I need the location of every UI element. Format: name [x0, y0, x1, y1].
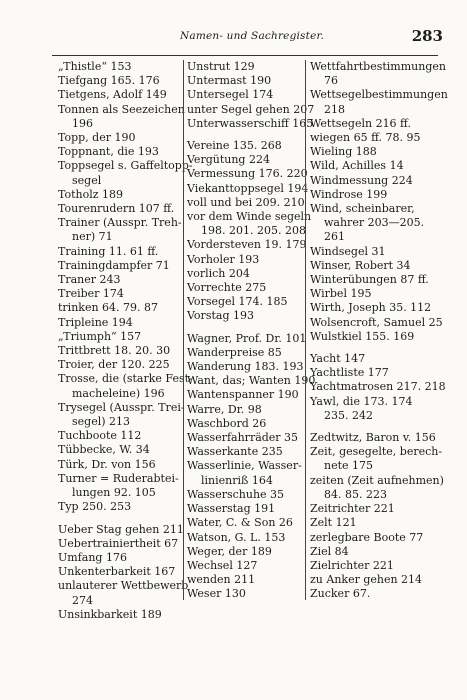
index-entry: Wirth, Joseph 35. 112 — [310, 301, 432, 315]
index-entry: Wettsegelbestimmungen — [310, 88, 448, 102]
index-entry: Viekanttoppsegel 194 — [187, 181, 309, 195]
index-entry: Wild, Achilles 14 — [310, 159, 404, 173]
index-entry: Wanderung 183. 193 — [187, 360, 304, 374]
index-entry: Tonnen als Seezeichen — [58, 102, 185, 116]
index-entry: Watson, G. L. 153 — [187, 530, 286, 544]
index-entry-continuation: segel — [72, 173, 102, 187]
index-entry: Vorstag 193 — [187, 309, 254, 323]
index-entry: Tietgens, Adolf 149 — [58, 88, 167, 102]
index-entry: Umfang 176 — [58, 550, 127, 564]
index-entry: Wirbel 195 — [310, 287, 372, 301]
index-entry: Traner 243 — [58, 273, 121, 287]
index-entry: Wasserstag 191 — [187, 502, 276, 516]
index-entry: unlauterer Wettbewerb — [58, 579, 189, 593]
index-entry: Wulstkiel 155. 169 — [310, 329, 415, 343]
index-entry: Zucker 67. — [310, 587, 371, 601]
index-entry: Troier, der 120. 225 — [58, 358, 170, 372]
index-entry: Zelt 121 — [310, 516, 357, 530]
index-entry: Türk, Dr. von 156 — [58, 457, 156, 471]
index-column-3 — [305, 60, 448, 600]
index-entry: wiegen 65 ff. 78. 95 — [310, 131, 421, 145]
index-entry: Vermessung 176. 220 — [187, 167, 308, 181]
index-entry: Yachtliste 177 — [310, 366, 389, 380]
index-entry: Unkenterbarkeit 167 — [58, 565, 176, 579]
index-entry-continuation: 196 — [72, 116, 93, 130]
index-entry: Wantenspanner 190 — [187, 388, 299, 402]
header-rule — [52, 55, 438, 56]
index-entry-continuation: lungen 92. 105 — [72, 486, 156, 500]
index-entry: Wind, scheinbarer, — [310, 202, 415, 216]
index-entry: Tuchboote 112 — [58, 429, 142, 443]
index-entry-continuation: 261 — [324, 230, 345, 244]
index-entry: Tourenrudern 107 ff. — [58, 202, 175, 216]
index-entry-continuation: ner) 71 — [72, 230, 113, 244]
index-column-1 — [58, 60, 193, 622]
index-entry: Uebertrainiertheit 67 — [58, 536, 179, 550]
index-entry: Yawl, die 173. 174 — [310, 394, 413, 408]
running-title: Namen- und Sachregister. — [180, 30, 325, 42]
index-entry-continuation: 235. 242 — [324, 408, 373, 422]
index-entry: trinken 64. 79. 87 — [58, 301, 159, 315]
index-entry: „Thistle“ 153 — [58, 60, 132, 73]
index-entry: Wanderpreise 85 — [187, 345, 282, 359]
index-entry-continuation: nete 175 — [324, 459, 374, 473]
index-entry: Ziel 84 — [310, 544, 349, 558]
index-entry-continuation: 198. 201. 205. 208 — [201, 224, 306, 238]
index-entry: Toppsegel s. Gaffeltopp- — [58, 159, 193, 173]
index-entry: Wieling 188 — [310, 145, 377, 159]
index-entry: Wasserkante 235 — [187, 445, 283, 459]
page-number: 283 — [411, 27, 443, 45]
index-entry: zu Anker gehen 214 — [310, 573, 423, 587]
index-entry: Vorrechte 275 — [187, 281, 267, 295]
index-entry: Trysegel (Ausspr. Trei- — [58, 400, 185, 414]
index-entry: Vordersteven 19. 179 — [187, 238, 307, 252]
index-entry: Zielrichter 221 — [310, 558, 394, 572]
index-entry: Treiber 174 — [58, 287, 124, 301]
index-entry: Unsinkbarkeit 189 — [58, 607, 162, 621]
index-entry: Yacht 147 — [310, 352, 366, 366]
index-entry: Wagner, Prof. Dr. 101 — [187, 331, 307, 345]
index-entry: Trainingdampfer 71 — [58, 258, 170, 272]
index-entry: Windrose 199 — [310, 187, 388, 201]
index-column-2 — [183, 60, 316, 601]
index-entry: Unstrut 129 — [187, 60, 255, 73]
index-entry: Wettfahrtbestimmungen — [310, 60, 446, 73]
index-entry: Want, das; Wanten 190 — [187, 374, 316, 388]
index-entry: Untersegel 174 — [187, 88, 274, 102]
index-entry: Weser 130 — [187, 587, 246, 601]
index-entry: Wasserschuhe 35 — [187, 487, 285, 501]
index-entry-continuation: 274 — [72, 593, 93, 607]
index-entry-continuation: 76 — [324, 74, 338, 88]
index-entry: Wettsegeln 216 ff. — [310, 116, 411, 130]
index-entry: unter Segel gehen 207 — [187, 102, 315, 116]
index-entry: voll und bei 209. 210 — [187, 195, 305, 209]
index-entry: Water, C. & Son 26 — [187, 516, 293, 530]
index-entry-continuation: linienriß 164 — [201, 473, 273, 487]
index-entry: Windsegel 31 — [310, 244, 386, 258]
index-entry: Wechsel 127 — [187, 558, 258, 572]
index-entry: Yachtmatrosen 217. 218 — [310, 380, 446, 394]
index-entry: Vereine 135. 268 — [187, 139, 282, 153]
index-entry-continuation: wahrer 203—205. — [324, 216, 425, 230]
index-entry: vor dem Winde segeln — [187, 210, 312, 224]
index-entry: Waschbord 26 — [187, 416, 267, 430]
index-entry: Trosse, die (starke Fest- — [58, 372, 193, 386]
index-entry: vorlich 204 — [187, 266, 250, 280]
index-entry: Topp, der 190 — [58, 131, 136, 145]
index-entry: Wolsencroft, Samuel 25 — [310, 315, 443, 329]
index-entry: Windmessung 224 — [310, 173, 413, 187]
index-entry: Tübbecke, W. 34 — [58, 443, 150, 457]
index-entry: Turner = Ruderabtei- — [58, 471, 179, 485]
index-entry-continuation: segel) 213 — [72, 415, 131, 429]
index-entry: zerlegbare Boote 77 — [310, 530, 424, 544]
index-entry: Wasserlinie, Wasser- — [187, 459, 302, 473]
index-entry-continuation: 218 — [324, 102, 345, 116]
index-entry: Training 11. 61 ff. — [58, 244, 159, 258]
index-entry: Zeit, gesegelte, berech- — [310, 445, 443, 459]
index-entry: Weger, der 189 — [187, 544, 272, 558]
index-entry: Trittbrett 18. 20. 30 — [58, 344, 171, 358]
index-entry: Warre, Dr. 98 — [187, 402, 262, 416]
index-entry: Toppnant, die 193 — [58, 145, 159, 159]
index-entry-continuation: macheleine) 196 — [72, 386, 165, 400]
index-entry: Vergütung 224 — [187, 153, 270, 167]
index-entry: wenden 211 — [187, 573, 256, 587]
index-entry: Untermast 190 — [187, 74, 272, 88]
index-entry: Totholz 189 — [58, 187, 124, 201]
index-entry: Unterwasserschiff 165 — [187, 116, 314, 130]
index-entry: Winterübungen 87 ff. — [310, 273, 429, 287]
index-entry: Zedtwitz, Baron v. 156 — [310, 431, 436, 445]
index-entry: Vorholer 193 — [187, 252, 260, 266]
index-entry: Typ 250. 253 — [58, 500, 132, 514]
index-entry: Trainer (Ausspr. Treh- — [58, 216, 182, 230]
index-entry: zeiten (Zeit aufnehmen) — [310, 473, 444, 487]
index-entry: Tripleine 194 — [58, 315, 133, 329]
index-entry: Wasserfahrräder 35 — [187, 431, 299, 445]
index-entry: Winser, Robert 34 — [310, 258, 411, 272]
index-entry-continuation: 84. 85. 223 — [324, 487, 387, 501]
index-entry: Ueber Stag gehen 211 — [58, 522, 184, 536]
index-entry: Zeitrichter 221 — [310, 502, 395, 516]
index-entry: Tiefgang 165. 176 — [58, 74, 160, 88]
index-entry: Vorsegel 174. 185 — [187, 295, 288, 309]
index-entry: „Triumph“ 157 — [58, 329, 142, 343]
